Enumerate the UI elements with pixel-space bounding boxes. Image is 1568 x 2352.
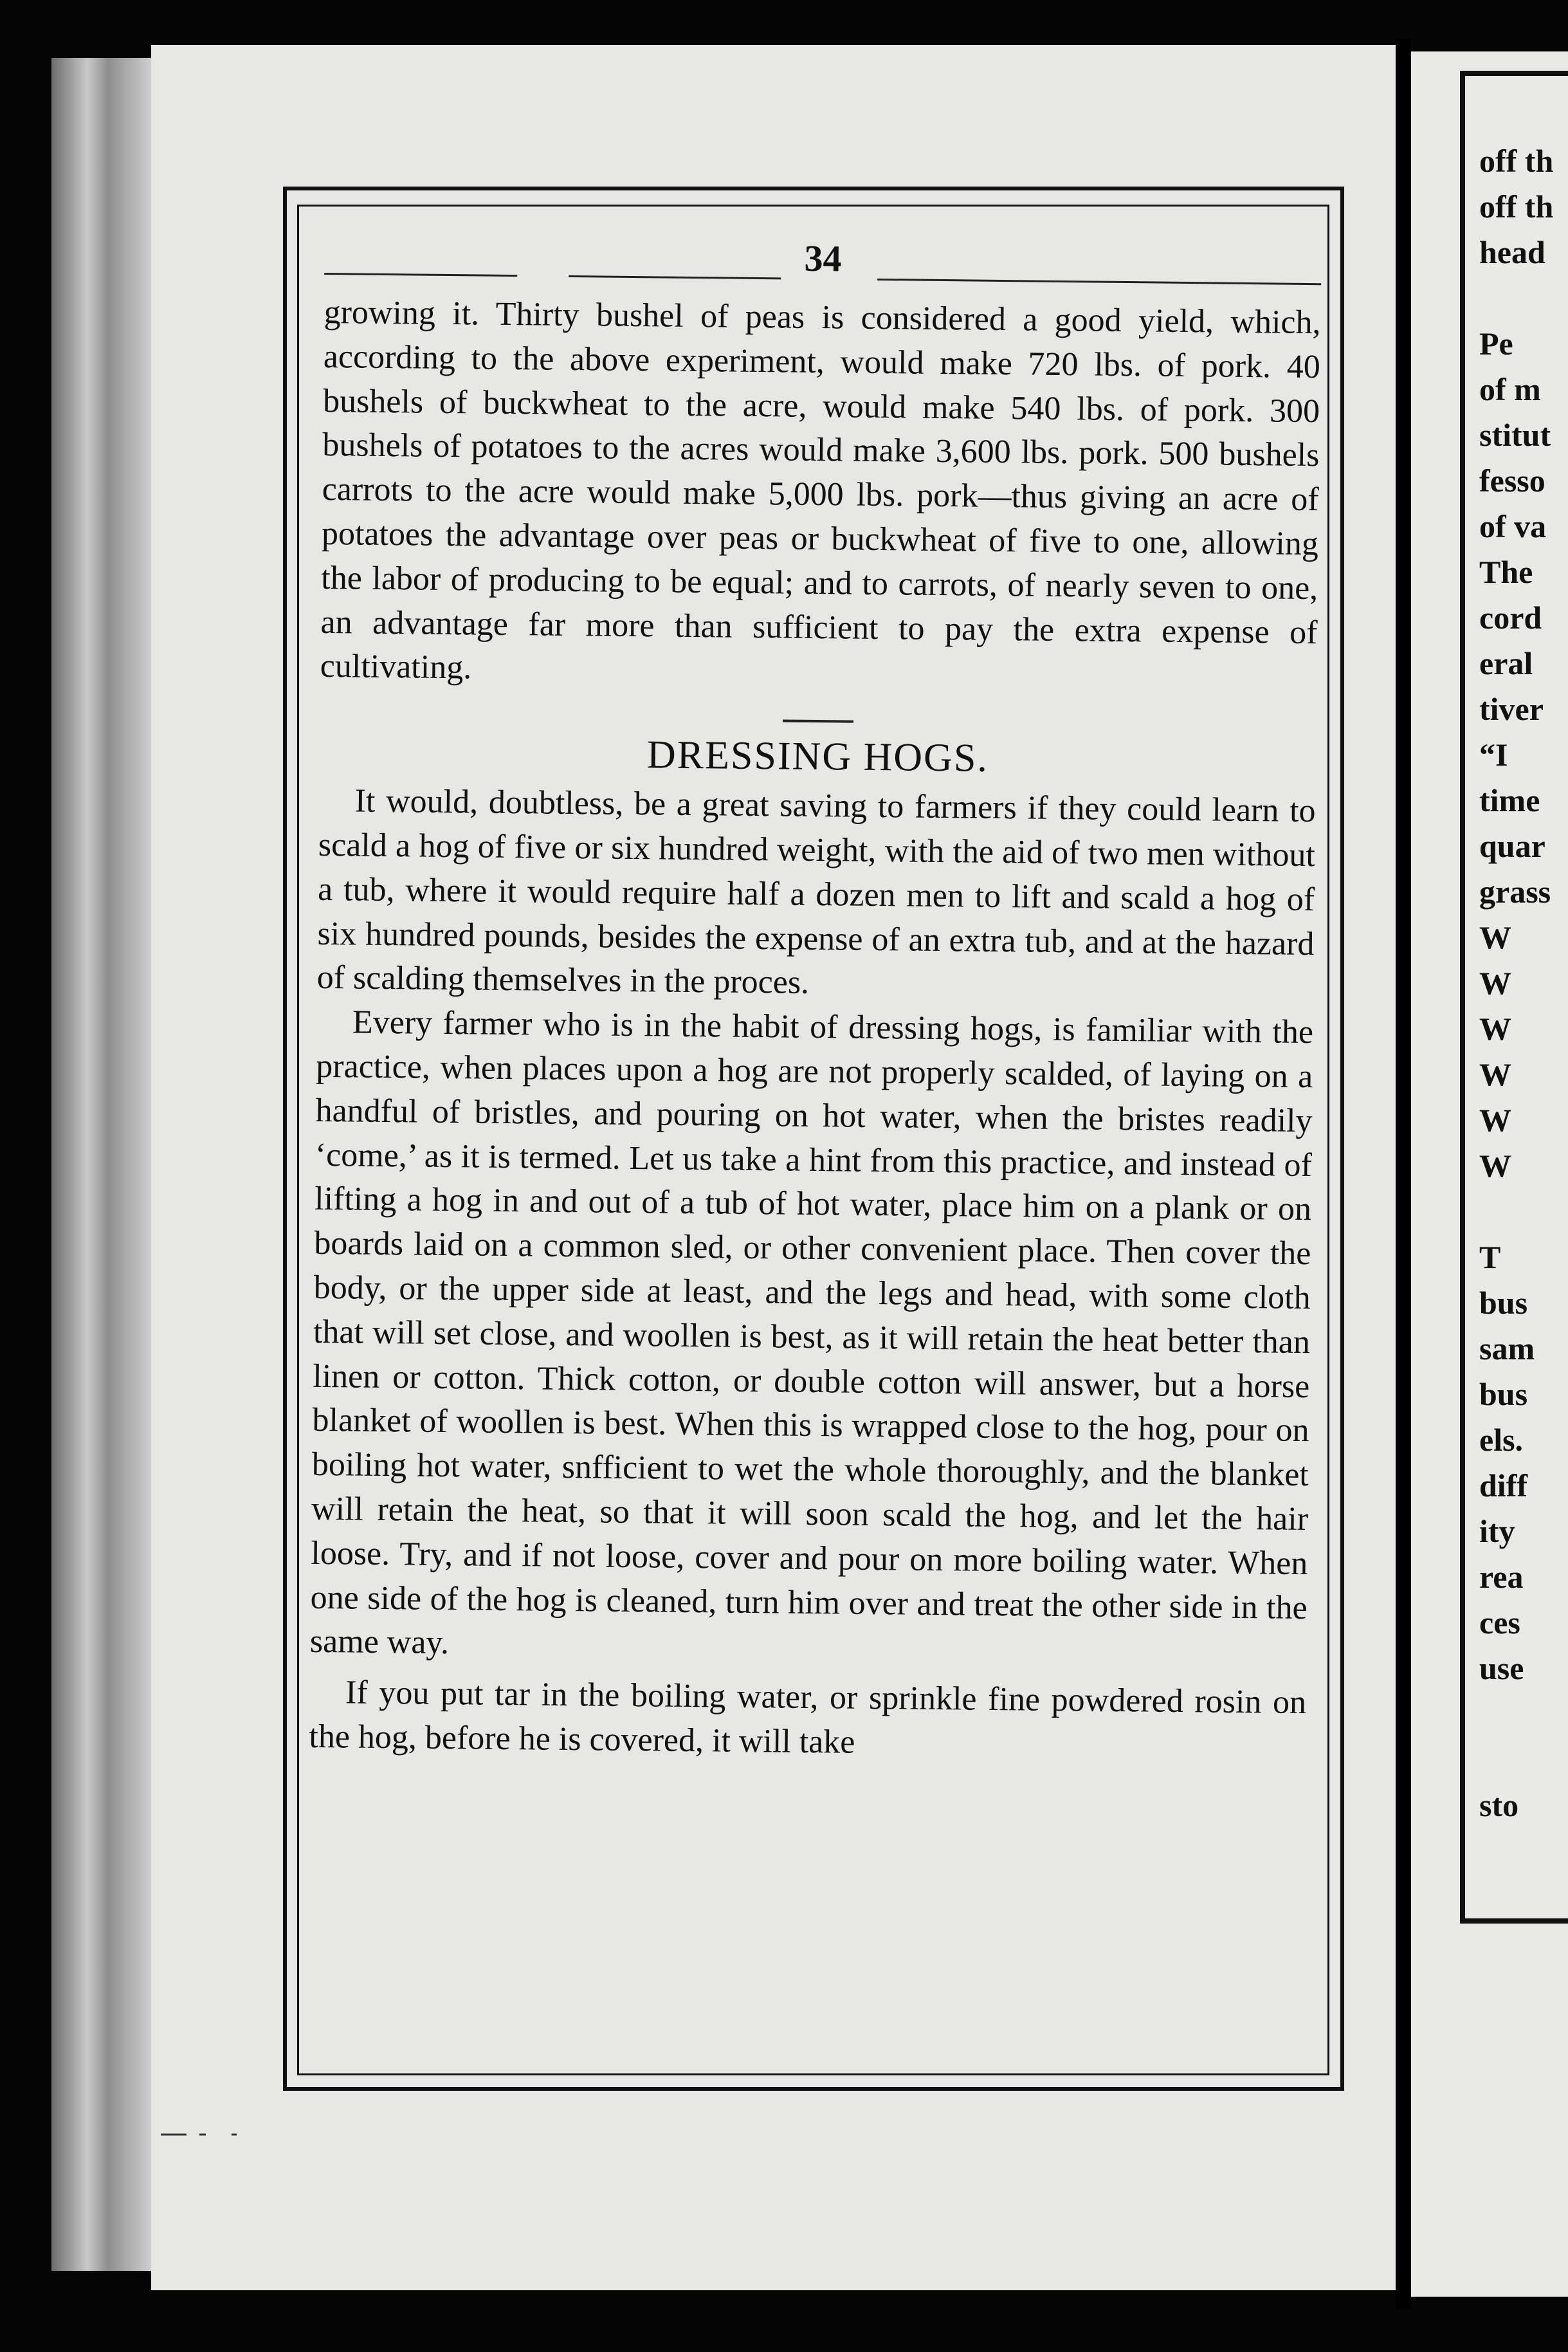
facing-page-text — [1479, 138, 1568, 1828]
facing-page-line: bus — [1479, 1285, 1528, 1321]
paragraph: Every farmer who is in the habit of dressing hogs, is familiar with the practice, when places upon a hog are not properly scalded, of laying on a handful of bristles, and pouring on hot water, when the bristes readily ‘come,’ as it is termed. Let us take a hint from this practice, and instead of lifting a hog in and out of a tub of hot water, place him on a plank or on boards laid on a common sled, or other convenient place. Then cover the body, or the upper side at least, and the legs and head, with some cloth that will set close, and woollen is best, as it will retain the heat better than linen or cotton. Thick cotton, or double cotton will answer, but a horse blanket of woollen is best. When this is wrapped close to the hog, pour on boiling hot water, snfficient to wet the whole thoroughly, and the blanket will retain the heat, so that it will soon scald the hog, and let the hair loose. Try, and if not loose, cover and pour on more boiling water. When one side of the hog is cleaned, turn him over and treat the other side in the same way. — [309, 1004, 1314, 1662]
facing-page-line: of va — [1479, 508, 1547, 544]
facing-page-line: W — [1479, 1011, 1511, 1047]
facing-page-line — [1479, 275, 1568, 321]
page-content — [305, 233, 1322, 2070]
facing-page-line: of m — [1479, 371, 1541, 407]
paragraph: If you put tar in the boiling water, or sprinkle fine powdered rosin on the hog, before he is covered, it will take — [309, 1674, 1307, 1761]
facing-page-line: off th — [1479, 143, 1554, 179]
facing-page-line: rea — [1479, 1559, 1524, 1595]
facing-page-line: ces — [1479, 1604, 1520, 1640]
facing-page-line: tiver — [1479, 691, 1544, 727]
facing-page-line: diff — [1479, 1467, 1527, 1503]
facing-page-line: head — [1479, 234, 1545, 270]
facing-page-line: W — [1479, 1102, 1511, 1138]
page-number: 34 — [804, 237, 842, 280]
facing-page-line: fesso — [1479, 463, 1545, 499]
facing-page-line: time — [1479, 782, 1540, 818]
paragraph-continued: growing it. Thirty bushel of peas is considered a good yield, which, according to the above experiment, would make 720 lbs. of pork. 40 bushels of buckwheat to the acre, would make 540 lbs. of pork. 300 bushels of potatoes to the acres would make 3,600 lbs. pork. 500 bushels carrots to the acre would make 5,000 lbs. pork—thus giving an acre of potatoes the advantage over peas or buckwheat of five to one, allowing the labor of producing to be equal; and to carrots, of nearly seven to one, an advantage far more than sufficient to pay the extra expense of cultivating. — [320, 293, 1321, 686]
facing-page-line: cord — [1479, 600, 1542, 636]
paragraph: It would, doubtless, be a great saving to farmers if they could learn to scald a hog of five or six hundred weight, with the aid of two men without a tub, where it would require half a dozen men to lift and scald a hog of six hundred pounds, besides the expense of an extra tub, and at the hazard of scalding themselves in the proces. — [316, 782, 1316, 1002]
facing-page-line: els. — [1479, 1422, 1524, 1458]
facing-page-line — [1479, 1189, 1568, 1235]
book-edge — [51, 58, 154, 2271]
facing-page-line: grass — [1479, 874, 1551, 910]
body-text — [309, 291, 1321, 1770]
facing-page-line: sto — [1479, 1787, 1519, 1823]
facing-page-line — [1479, 1737, 1568, 1783]
section-rule — [783, 720, 853, 723]
facing-page-line: sam — [1479, 1330, 1535, 1366]
facing-page-line: W — [1479, 1056, 1511, 1092]
facing-page-line: The — [1479, 554, 1533, 590]
facing-page-line: Pe — [1479, 326, 1513, 362]
facing-page-line: W — [1479, 919, 1511, 955]
facing-page-line: eral — [1479, 645, 1533, 681]
facing-page-line: W — [1479, 1148, 1511, 1184]
facing-page-line: W — [1479, 965, 1511, 1001]
facing-page-line: ity — [1479, 1513, 1515, 1549]
facing-page-line: use — [1479, 1650, 1524, 1686]
ink-specks — [161, 2129, 257, 2136]
facing-page-line: stitut — [1479, 417, 1551, 453]
facing-page-line — [1479, 1691, 1568, 1737]
facing-page-line: off th — [1479, 188, 1554, 225]
facing-page-line: T — [1479, 1239, 1501, 1275]
facing-page-line: quar — [1479, 828, 1545, 864]
section-heading: DRESSING HOGS. — [646, 733, 989, 780]
facing-page-line: bus — [1479, 1376, 1528, 1412]
page-gutter — [1396, 39, 1411, 2310]
facing-page-line: “I — [1479, 737, 1508, 773]
